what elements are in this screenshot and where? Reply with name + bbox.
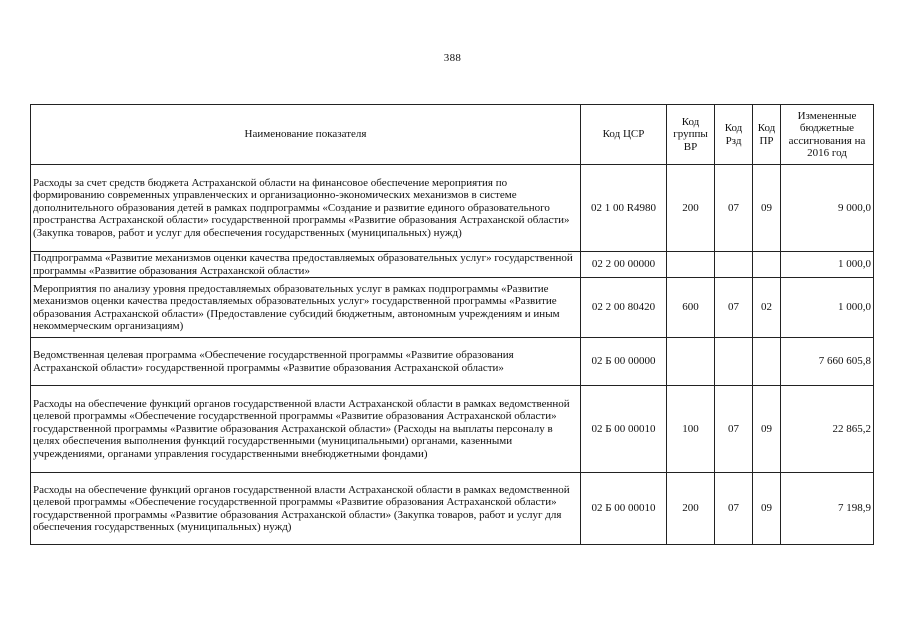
cell-amount: 9 000,0	[781, 165, 874, 252]
cell-pr	[753, 252, 781, 278]
cell-name: Расходы за счет средств бюджета Астраханской области на финансовое обеспечение мероприятия по формированию современных управленческих и организационно-экономических механизмов в системе дополнительного образования детей в рамках подпрограммы «Создание и развитие единого образовательного пространства Астраханской области» государственной программы «Развитие образования Астраханской области» (Закупка товаров, работ и услуг для обеспечения государственных (муниципальных) нужд)	[31, 165, 581, 252]
table-row	[31, 252, 874, 278]
cell-rzd: 07	[715, 473, 753, 545]
cell-vr: 100	[667, 386, 715, 473]
header-pr-code: Код ПР	[753, 105, 781, 165]
table-row	[31, 165, 874, 252]
cell-rzd	[715, 252, 753, 278]
cell-amount: 1 000,0	[781, 278, 874, 338]
cell-vr	[667, 338, 715, 386]
cell-pr	[753, 338, 781, 386]
cell-vr: 600	[667, 278, 715, 338]
page-number: 388	[443, 52, 462, 64]
cell-name: Расходы на обеспечение функций органов государственной власти Астраханской области в рамках ведомственной целевой программы «Обеспечение государственной программы «Развитие образования Астраханской области» государственной программы «Развитие образования Астраханской области» (Закупка товаров, работ и услуг для обеспечения государственных (муниципальных) нужд)	[31, 473, 581, 545]
table-row	[31, 278, 874, 338]
table-row	[31, 386, 874, 473]
cell-pr: 02	[753, 278, 781, 338]
cell-pr: 09	[753, 473, 781, 545]
cell-pr: 09	[753, 386, 781, 473]
budget-allocations-table	[30, 104, 874, 545]
table-header-row	[31, 105, 874, 165]
header-name: Наименование показателя	[31, 105, 581, 165]
cell-name: Ведомственная целевая программа «Обеспечение государственной программы «Развитие образования Астраханской области» государственной программы «Развитие образования Астраханской области»	[31, 338, 581, 386]
cell-name: Мероприятия по анализу уровня предоставляемых образовательных услуг в рамках подпрограммы «Развитие механизмов оценки качества предоставляемых образовательных услуг» государственной программы «Развитие образования Астраханской области» (Предоставление субсидий бюджетным, автономным учреждениям и иным некоммерческим организациям)	[31, 278, 581, 338]
cell-amount: 1 000,0	[781, 252, 874, 278]
cell-rzd: 07	[715, 165, 753, 252]
cell-amount: 22 865,2	[781, 386, 874, 473]
cell-vr: 200	[667, 165, 715, 252]
header-csr-code: Код ЦСР	[581, 105, 667, 165]
cell-name: Подпрограмма «Развитие механизмов оценки качества предоставляемых образовательных услуг» государственной программы «Развитие образования Астраханской области»	[31, 252, 581, 278]
cell-vr: 200	[667, 473, 715, 545]
header-amount: Измененные бюджетные ассигнования на 2016 год	[781, 105, 874, 165]
table-row	[31, 338, 874, 386]
header-vr-code: Код группы ВР	[667, 105, 715, 165]
cell-csr: 02 2 00 00000	[581, 252, 667, 278]
cell-name: Расходы на обеспечение функций органов государственной власти Астраханской области в рамках ведомственной целевой программы «Обеспечение государственной программы «Развитие образования Астраханской области» государственной программы «Развитие образования Астраханской области» (Расходы на выплаты персоналу в целях обеспечения выполнения функций государственными (муниципальными) органами, казенными учреждениями, органами управления государственными внебюджетными фондами)	[31, 386, 581, 473]
cell-csr: 02 Б 00 00010	[581, 473, 667, 545]
cell-amount: 7 198,9	[781, 473, 874, 545]
cell-pr: 09	[753, 165, 781, 252]
table-row	[31, 473, 874, 545]
cell-csr: 02 2 00 80420	[581, 278, 667, 338]
cell-csr: 02 Б 00 00010	[581, 386, 667, 473]
cell-csr: 02 1 00 R4980	[581, 165, 667, 252]
cell-rzd	[715, 338, 753, 386]
cell-csr: 02 Б 00 00000	[581, 338, 667, 386]
cell-vr	[667, 252, 715, 278]
cell-rzd: 07	[715, 386, 753, 473]
header-rzd-code: Код Рзд	[715, 105, 753, 165]
cell-rzd: 07	[715, 278, 753, 338]
cell-amount: 7 660 605,8	[781, 338, 874, 386]
